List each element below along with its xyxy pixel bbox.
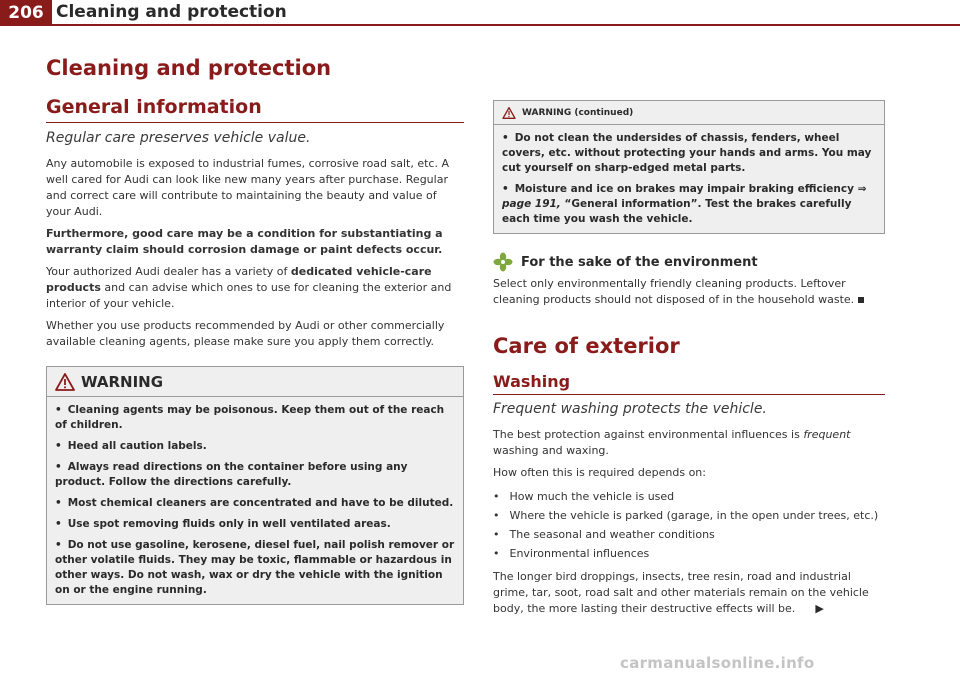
section-subtitle: Regular care preserves vehicle value.: [46, 130, 311, 146]
continue-arrow-icon: ▶: [815, 602, 824, 615]
paragraph: Whether you use products recommended by Audi or other commercially available cleaning agents, please make sure you apply them correctly.: [46, 319, 445, 348]
warning-item: • Most chemical cleaners are concentrated and have to be diluted.: [55, 497, 454, 509]
paragraph: The best protection against environmental influences is frequent washing and waxing.: [493, 428, 851, 457]
warning-box: [46, 366, 464, 605]
list-item: • How much the vehicle is used: [493, 490, 675, 503]
washing-factors-list: [493, 487, 885, 563]
left-column: [46, 44, 464, 605]
washing-subtitle: Frequent washing protects the vehicle.: [493, 401, 767, 417]
chapter-title: Cleaning and protection: [46, 56, 332, 80]
environment-note-text: Select only environmentally friendly cleaning products. Leftover cleaning products should not disposed of in the household waste.: [493, 276, 885, 308]
warning-continued-label: WARNING (continued): [522, 108, 634, 118]
environment-note-title: For the sake of the environment: [521, 254, 758, 270]
warning-body: [47, 397, 463, 604]
right-column: [493, 100, 885, 623]
list-item: • The seasonal and weather conditions: [493, 528, 715, 541]
paragraph-bold: Furthermore, good care may be a condition for substantiating a warranty claim should corrosion damage or paint defects occur.: [46, 227, 443, 256]
warning-triangle-icon: [502, 107, 516, 119]
environment-leaf-icon: [493, 252, 513, 272]
washing-title: Washing: [493, 372, 885, 395]
care-of-exterior-title: Care of exterior: [493, 334, 680, 358]
paragraph: The longer bird droppings, insects, tree resin, road and industrial grime, tar, soot, road salt and other materials remain on the vehicle body, the more lasting their destructive effects will be. ▶: [493, 570, 869, 615]
warning-item: • Always read directions on the container before using any product. Follow the directions carefully.: [55, 461, 408, 488]
warning-header: [494, 101, 884, 125]
environment-note-header: [493, 252, 885, 272]
warning-item: • Use spot removing fluids only in well ventilated areas.: [55, 518, 391, 530]
paragraph: Any automobile is exposed to industrial fumes, corrosive road salt, etc. A well cared for Audi can look like new many years after purchase. Regular and correct care will contribute to maintaining the beauty and value of your Audi.: [46, 157, 449, 218]
paragraph: How often this is required depends on:: [493, 466, 706, 479]
warning-label: WARNING: [81, 373, 164, 391]
warning-item: • Moisture and ice on brakes may impair braking efficiency ⇒ page 191, “General information”. Test the brakes carefully each time you wash the vehicle.: [502, 183, 867, 225]
watermark: carmanualsonline.info: [620, 654, 815, 672]
warning-triangle-icon: [55, 373, 75, 391]
warning-header: [47, 367, 463, 397]
warning-item: • Do not clean the undersides of chassis, fenders, wheel covers, etc. without protecting your hands and arms. You may cut yourself on sharp-edged metal parts.: [502, 132, 872, 174]
running-header: Cleaning and protection: [56, 2, 287, 22]
paragraph: Your authorized Audi dealer has a variety of dedicated vehicle-care products and can advise which ones to use for cleaning the exterior and interior of your vehicle.: [46, 265, 452, 310]
list-item: • Environmental influences: [493, 547, 650, 560]
list-item: • Where the vehicle is parked (garage, in the open under trees, etc.): [493, 509, 879, 522]
page-reference-link[interactable]: ⇒ page 191,: [502, 183, 867, 210]
warning-item: • Cleaning agents may be poisonous. Keep them out of the reach of children.: [55, 404, 445, 431]
page-number: 206: [0, 0, 52, 26]
warning-item: • Do not use gasoline, kerosene, diesel fuel, nail polish remover or other volatile fluids. They may be toxic, flammable or hazardous in other ways. Do not wash, wax or dry the vehicle with the ignition on or the engine running.: [55, 539, 455, 596]
warning-item: • Heed all caution labels.: [55, 440, 207, 452]
end-of-section-icon: [858, 297, 864, 303]
warning-continued-box: [493, 100, 885, 234]
section-title: General information: [46, 96, 464, 123]
warning-body: [494, 125, 884, 233]
header-rule: [52, 24, 960, 26]
